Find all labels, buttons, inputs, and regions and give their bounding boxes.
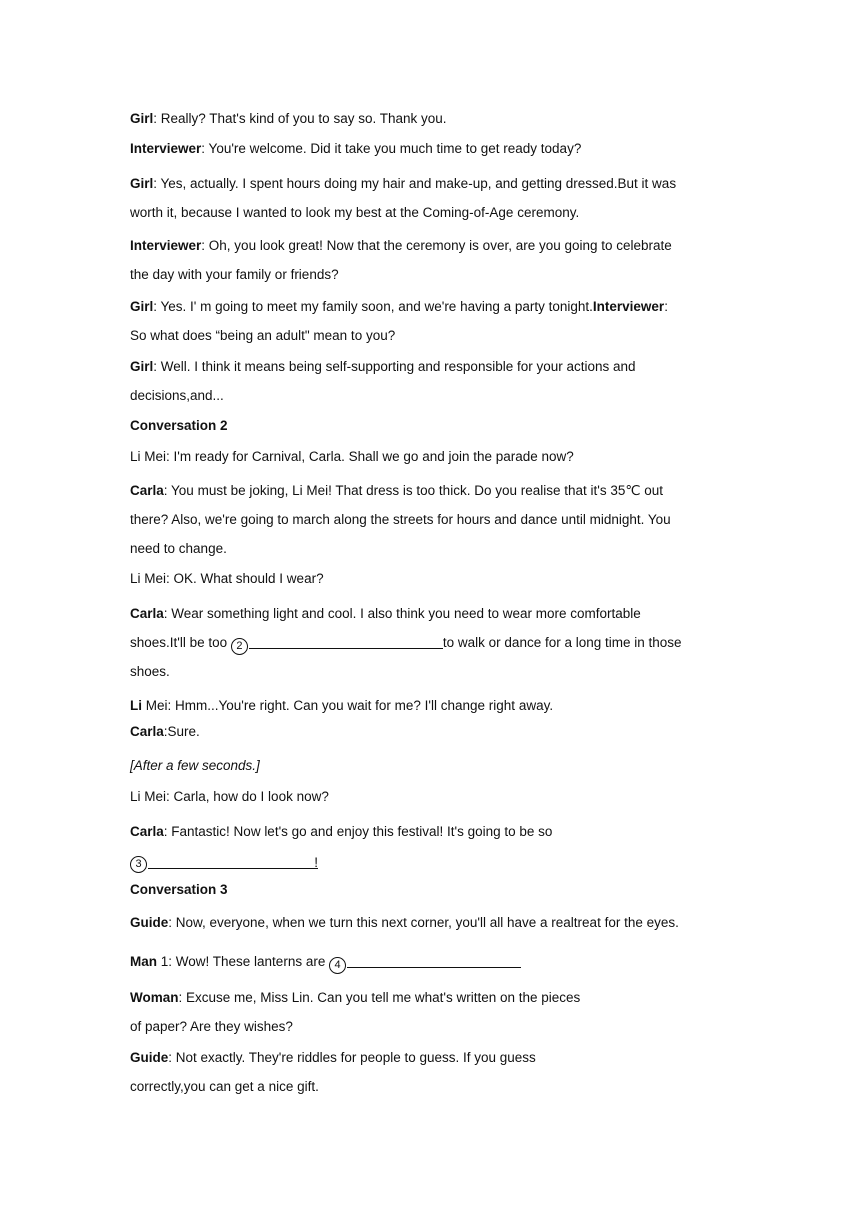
dialogue-line [130,298,668,316]
speaker-label: Interviewer [592,299,665,314]
dialogue-line [130,358,636,376]
speaker-label: Carla [130,724,164,739]
answer-blank-4[interactable] [347,953,521,968]
dialogue-line [130,605,641,623]
dialogue-text: : Well. I think it means being self-supporting and responsible for your actions and [153,359,636,374]
dialogue-line [130,697,553,715]
dialogue-text: : Excuse me, Miss Lin. Can you tell me what's written on the pieces [178,990,581,1005]
dialogue-continuation [130,634,682,655]
dialogue-text: shoes.It'll be too [130,635,228,650]
speaker-label: Carla [130,824,164,839]
dialogue-line [130,823,552,841]
dialogue-text: : Fantastic! Now let's go and enjoy this festival! It's going to be so [163,824,553,839]
dialogue-text: : You must be joking, Li Mei! That dress is too thick. Do you realise that it's 35℃ out [163,483,664,498]
dialogue-text: : Not exactly. They're riddles for people to guess. If you guess [168,1050,536,1065]
stage-direction: [After a few seconds.] [130,758,260,773]
dialogue-line [130,1049,536,1067]
speaker-label: Girl [130,299,154,314]
dialogue-continuation: decisions,and... [130,388,224,403]
answer-blank-3[interactable] [148,854,318,869]
dialogue-continuation: there? Also, we're going to march along the streets for hours and dance until midnight. You [130,512,671,527]
speaker-label: Girl [130,359,154,374]
dialogue-text: : Yes, actually. I spent hours doing my hair and make-up, and getting dressed.But it was [153,176,677,191]
dialogue-continuation [130,852,318,873]
speaker-label: Li [130,698,142,713]
dialogue-text: : Now, everyone, when we turn this next corner, you'll all have a realtreat for the eyes. [168,915,679,930]
speaker-label: Carla [130,606,164,621]
speaker-label: Guide [130,915,169,930]
blank-number-2: 2 [231,638,248,655]
dialogue-text: : [664,299,668,314]
dialogue-continuation: the day with your family or friends? [130,267,339,282]
dialogue-text: : Yes. I' m going to meet my family soon, and we're having a party tonight. [153,299,593,314]
dialogue-continuation: correctly,you can get a nice gift. [130,1079,319,1094]
answer-blank-2[interactable] [249,634,443,649]
dialogue-continuation: of paper? Are they wishes? [130,1019,293,1034]
blank-number-3: 3 [130,856,147,873]
dialogue-line [130,953,521,974]
dialogue-line: Li Mei: OK. What should I wear? [130,571,324,586]
dialogue-line [130,140,581,158]
dialogue-line [130,237,672,255]
dialogue-continuation: So what does “being an adult" mean to you? [130,328,396,343]
speaker-label: Guide [130,1050,169,1065]
dialogue-line [130,482,663,500]
speaker-label: Interviewer [130,141,202,156]
dialogue-text: Mei: Hmm...You're right. Can you wait for me? I'll change right away. [142,698,554,713]
speaker-label: Girl [130,176,154,191]
speaker-label: Woman [130,990,179,1005]
speaker-label: Man [130,954,157,969]
dialogue-continuation: shoes. [130,664,170,679]
dialogue-line [130,175,676,193]
dialogue-continuation: worth it, because I wanted to look my best at the Coming-of-Age ceremony. [130,205,580,220]
dialogue-line [130,723,200,741]
section-heading: Conversation 2 [130,418,228,433]
section-heading: Conversation 3 [130,882,228,897]
dialogue-text: to walk or dance for a long time in those [442,635,682,650]
exclamation-mark: ! [314,855,318,870]
dialogue-text: : Oh, you look great! Now that the ceremony is over, are you going to celebrate [201,238,672,253]
speaker-label: Girl [130,111,154,126]
dialogue-text: : Wear something light and cool. I also think you need to wear more comfortable [163,606,641,621]
blank-number-4: 4 [329,957,346,974]
dialogue-text: :Sure. [163,724,200,739]
dialogue-continuation: need to change. [130,541,227,556]
dialogue-line [130,110,447,128]
speaker-label: Interviewer [130,238,202,253]
dialogue-line [130,914,679,932]
dialogue-text: : You're welcome. Did it take you much time to get ready today? [201,141,582,156]
dialogue-line: Li Mei: I'm ready for Carnival, Carla. Shall we go and join the parade now? [130,449,574,464]
dialogue-text: : Really? That's kind of you to say so. Thank you. [153,111,447,126]
dialogue-line: Li Mei: Carla, how do I look now? [130,789,329,804]
speaker-label: Carla [130,483,164,498]
dialogue-text: 1: Wow! These lanterns are [157,954,326,969]
dialogue-line [130,989,580,1007]
